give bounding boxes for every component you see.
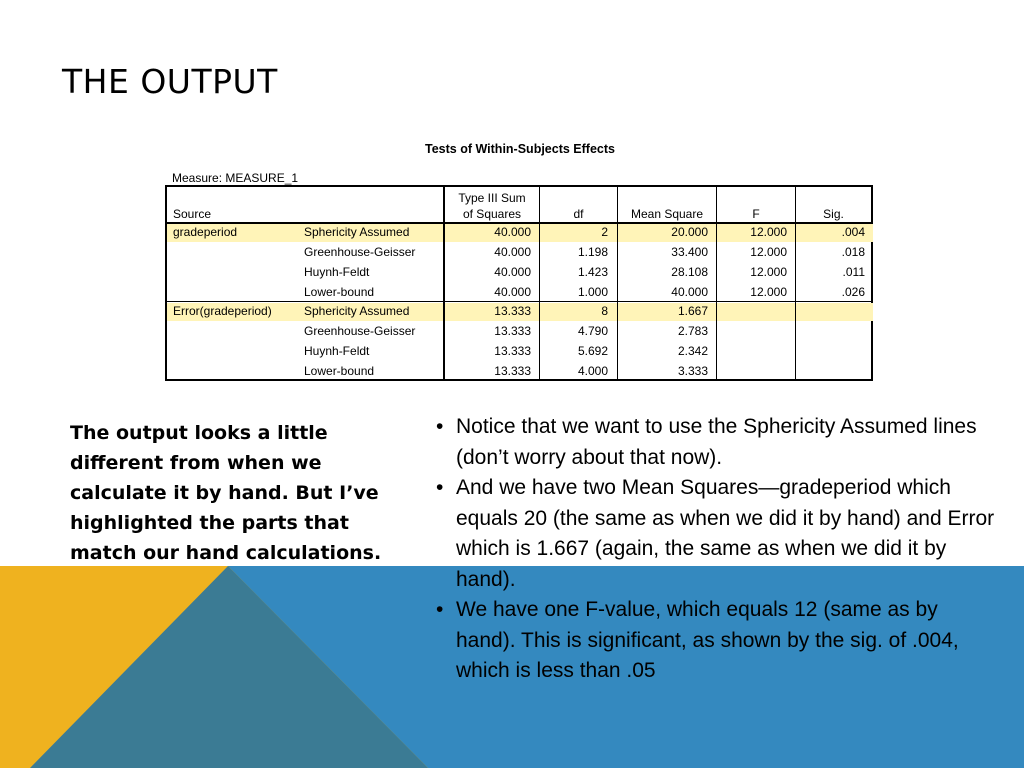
bullet-item: [436, 412, 996, 473]
slide-title: THE OUTPUT: [62, 62, 278, 101]
bullet-item: [436, 595, 996, 687]
header-rule: [167, 222, 871, 224]
cell-f: 12.000: [750, 245, 787, 259]
cell-mean-square: 40.000: [671, 285, 708, 299]
header-source: Source: [173, 207, 212, 221]
header-f: F: [752, 207, 760, 221]
cell-correction: Lower-bound: [304, 285, 375, 299]
cell-sum-of-squares: 40.000: [494, 265, 531, 279]
table-caption: Tests of Within-Subjects Effects: [425, 142, 615, 156]
measure-label: Measure: MEASURE_1: [172, 171, 299, 185]
header-df: df: [573, 207, 584, 221]
cell-sum-of-squares: 13.333: [494, 364, 531, 378]
cell-correction: Lower-bound: [304, 364, 375, 378]
bullet-item: [436, 473, 996, 595]
header-ss-line1: Type III Sum: [458, 191, 526, 205]
cell-mean-square: 3.333: [677, 364, 708, 378]
header-mean-square: Mean Square: [630, 207, 704, 221]
cell-df: 1.198: [577, 245, 608, 259]
cell-mean-square: 33.400: [671, 245, 708, 259]
cell-sum-of-squares: 13.333: [494, 324, 531, 338]
cell-mean-square: 20.000: [671, 225, 708, 239]
cell-sig: .026: [841, 285, 865, 299]
cell-df: 1.000: [577, 285, 608, 299]
cell-sig: .004: [841, 225, 865, 239]
cell-correction: Greenhouse-Geisser: [304, 245, 416, 259]
cell-sum-of-squares: 40.000: [494, 225, 531, 239]
cell-sum-of-squares: 40.000: [494, 245, 531, 259]
left-explanation-text: The output looks a little different from when we calculate it by hand. But I’ve highlighted the parts that match our hand calculations.: [70, 422, 382, 564]
table-grid: [165, 185, 873, 381]
group-rule: [167, 301, 871, 302]
bullet-text: Notice that we want to use the Sphericity Assumed lines (don’t worry about that now).: [456, 415, 977, 469]
cell-correction: Huynh-Feldt: [304, 344, 370, 358]
bullet-marker: •: [436, 598, 444, 621]
bullet-list: [436, 412, 996, 687]
bullet-marker: •: [436, 415, 444, 438]
bullet-marker: •: [436, 476, 444, 499]
cell-sum-of-squares: 13.333: [494, 344, 531, 358]
cell-correction: Sphericity Assumed: [304, 304, 410, 318]
cell-mean-square: 2.783: [677, 324, 708, 338]
cell-df: 4.790: [577, 324, 608, 338]
cell-correction: Sphericity Assumed: [304, 225, 410, 239]
bullet-text: We have one F-value, which equals 12 (same as by hand). This is significant, as shown by the sig. of .004, which is less than .05: [456, 598, 959, 682]
header-ss-line2: of Squares: [462, 207, 522, 221]
bullet-text: And we have two Mean Squares—gradeperiod which equals 20 (the same as when we did it by hand) and Error which is 1.667 (again, the same as when we did it by hand).: [456, 476, 995, 591]
cell-f: 12.000: [750, 225, 787, 239]
cell-source: gradeperiod: [173, 225, 238, 239]
cell-f: 12.000: [750, 285, 787, 299]
cell-source: Error(gradeperiod): [173, 304, 272, 318]
cell-sig: .018: [841, 245, 865, 259]
cell-f: 12.000: [750, 265, 787, 279]
cell-mean-square: 28.108: [671, 265, 708, 279]
cell-df: 4.000: [577, 364, 608, 378]
cell-df: 2: [601, 225, 608, 239]
cell-mean-square: 1.667: [677, 304, 708, 318]
cell-df: 8: [601, 304, 608, 318]
header-sig: Sig.: [823, 207, 844, 221]
cell-sig: .011: [842, 265, 865, 279]
cell-sum-of-squares: 13.333: [494, 304, 531, 318]
cell-df: 1.423: [577, 265, 608, 279]
cell-sum-of-squares: 40.000: [494, 285, 531, 299]
cell-mean-square: 2.342: [677, 344, 708, 358]
cell-correction: Greenhouse-Geisser: [304, 324, 416, 338]
cell-correction: Huynh-Feldt: [304, 265, 370, 279]
cell-df: 5.692: [577, 344, 608, 358]
